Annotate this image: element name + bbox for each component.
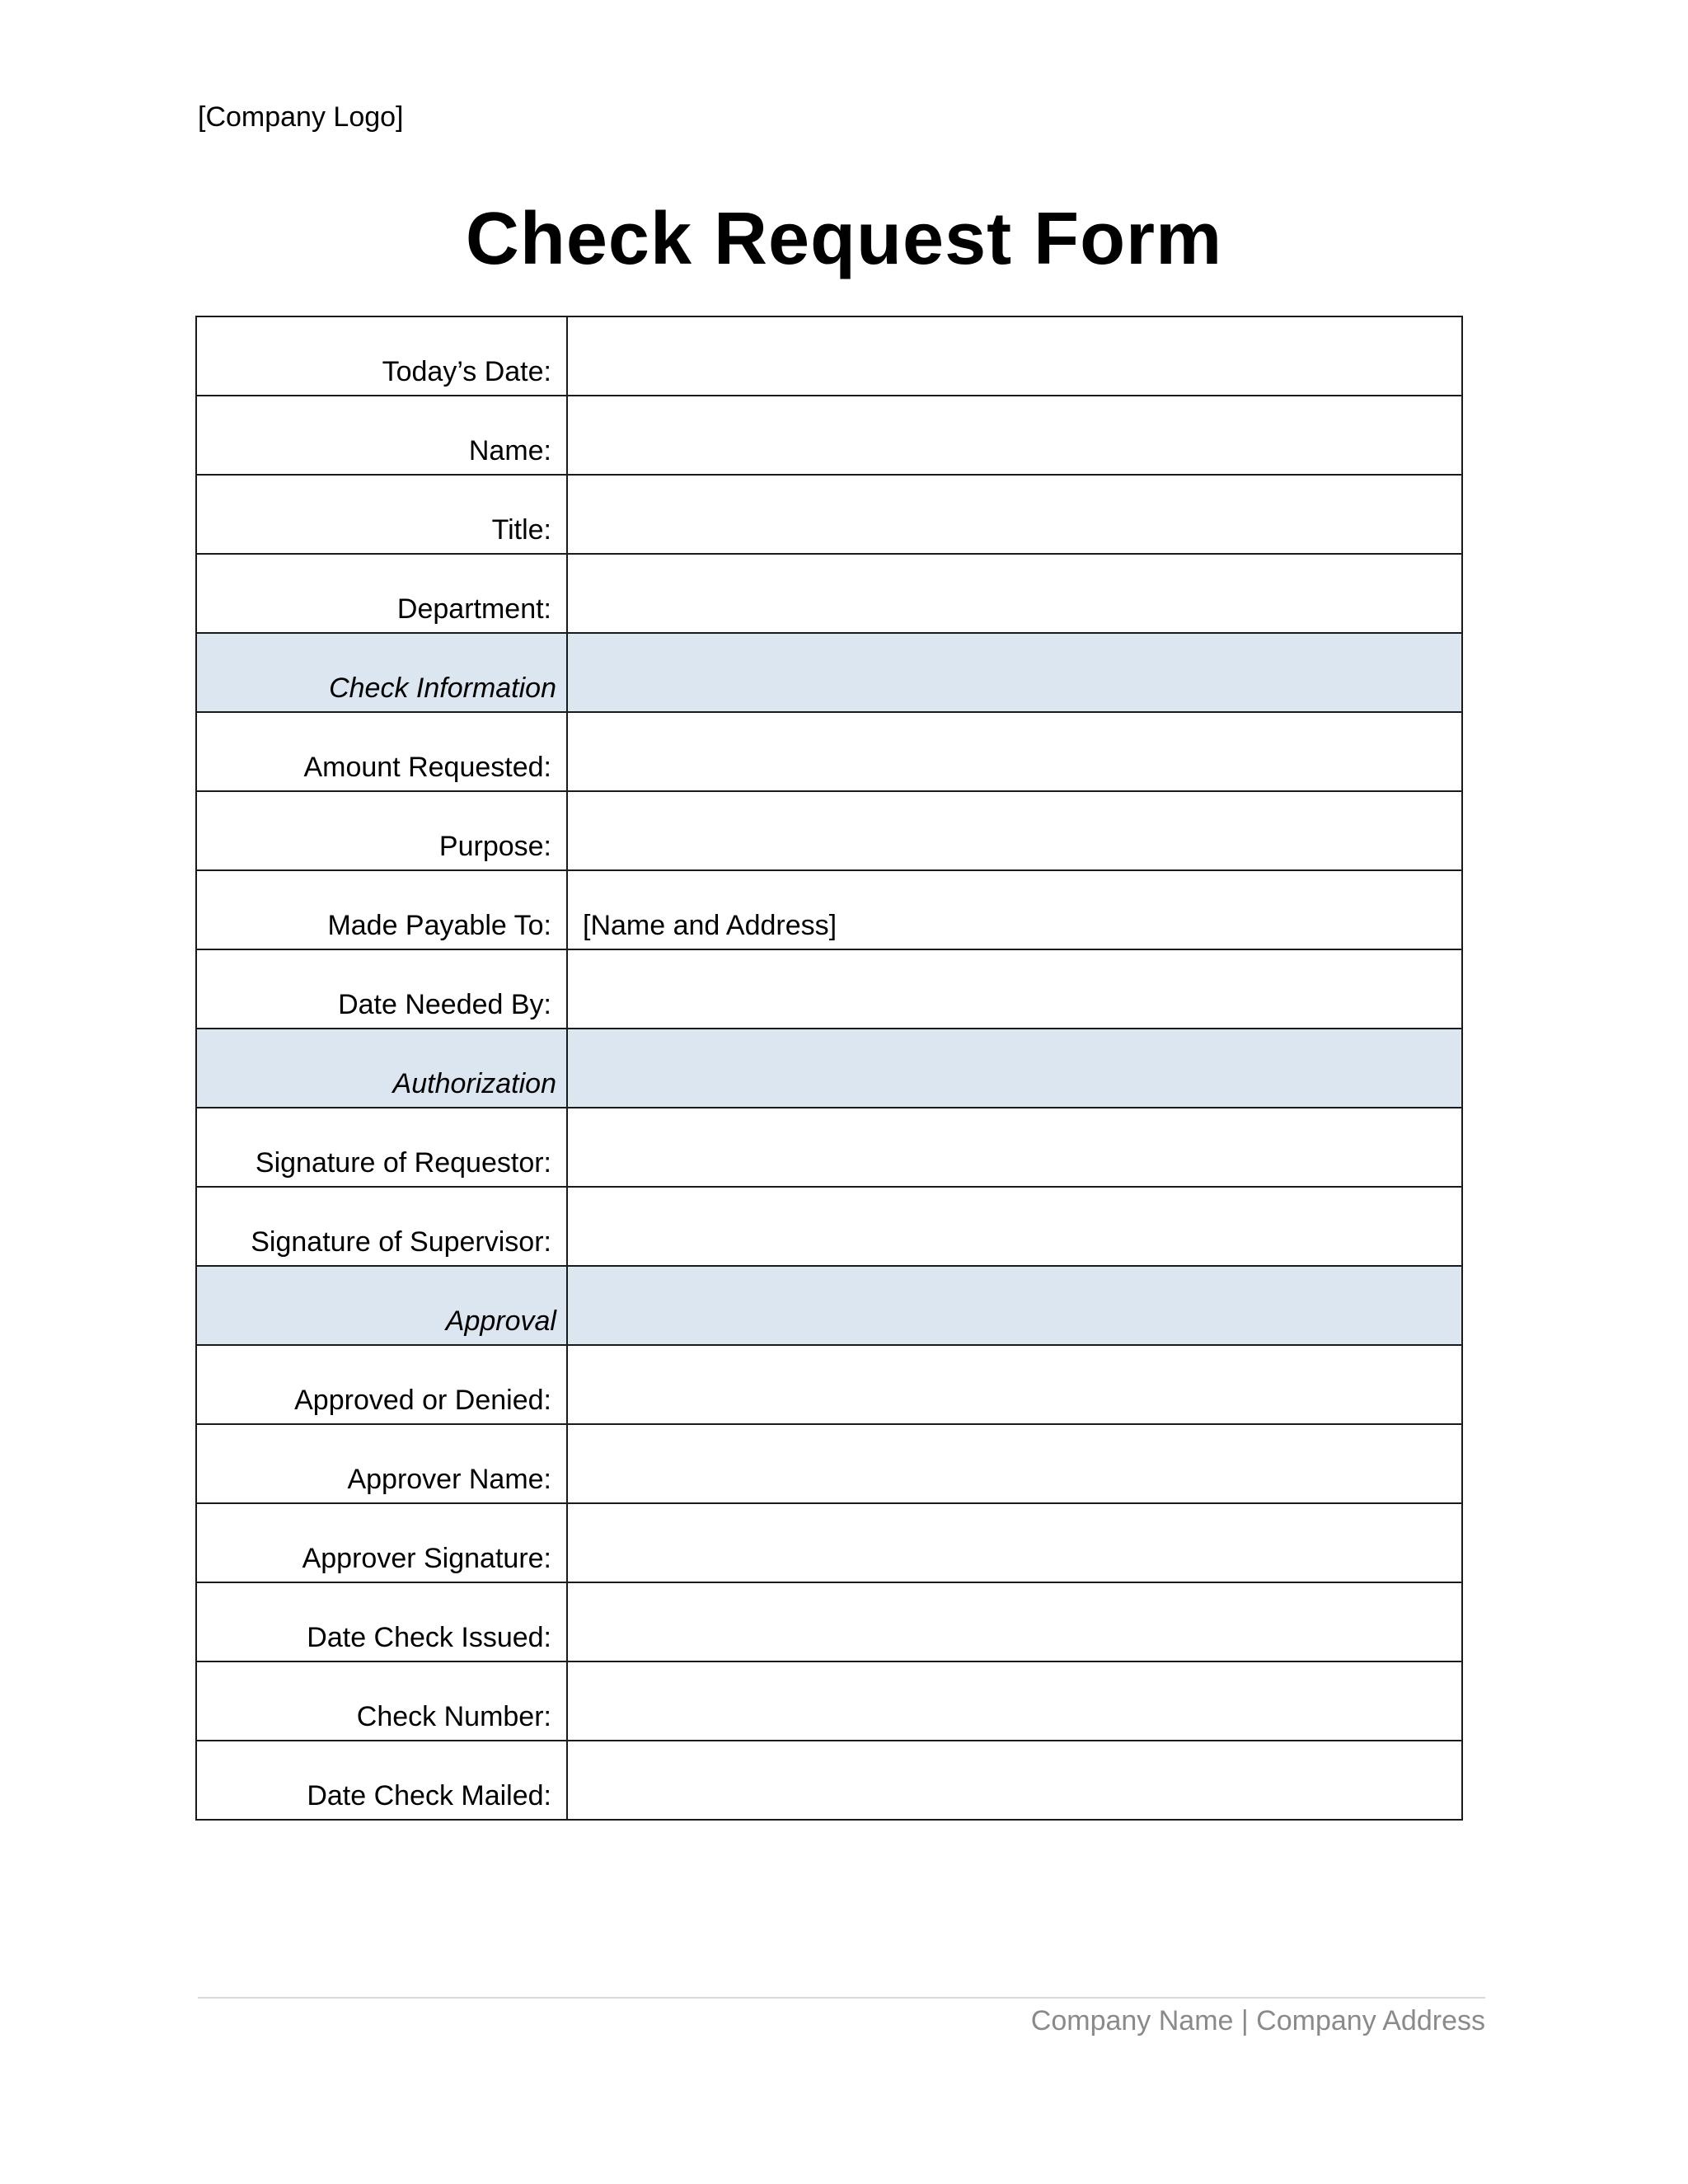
title-field[interactable] [567,475,1462,554]
signature-of-requestor-field[interactable] [567,1108,1462,1187]
form-row-made-payable-to [196,870,1462,949]
purpose-field[interactable] [567,791,1462,870]
form-row-title [196,475,1462,554]
footer-company-info: Company Name | Company Address [1030,2005,1485,2036]
company-logo-placeholder: [Company Logo] [198,101,404,133]
field-label: Title: [196,475,567,554]
field-label: Amount Requested: [196,712,567,791]
field-label: Date Check Issued: [196,1582,567,1661]
field-label: Signature of Supervisor: [196,1187,567,1266]
footer-divider [198,1997,1485,1999]
form-row-signature-of-supervisor [196,1187,1462,1266]
section-check-information [196,633,1462,712]
approver-name-field[interactable] [567,1424,1462,1503]
date-check-issued-field[interactable] [567,1582,1462,1661]
form-row-amount-requested [196,712,1462,791]
form-row-date-check-issued [196,1582,1462,1661]
section-heading: Authorization [196,1029,567,1108]
check-request-table [195,316,1463,1821]
field-label: Date Needed By: [196,949,567,1029]
todays-date-field[interactable] [567,316,1462,396]
form-row-date-needed-by [196,949,1462,1029]
form-row-check-number [196,1661,1462,1741]
form-row-signature-of-requestor [196,1108,1462,1187]
form-row-purpose [196,791,1462,870]
section-fill [567,1266,1462,1345]
field-label: Department: [196,554,567,633]
field-label: Signature of Requestor: [196,1108,567,1187]
signature-of-supervisor-field[interactable] [567,1187,1462,1266]
page-title: Check Request Form [465,198,1223,280]
section-fill [567,633,1462,712]
field-label: Date Check Mailed: [196,1741,567,1820]
section-heading: Approval [196,1266,567,1345]
section-authorization [196,1029,1462,1108]
field-label: Today’s Date: [196,316,567,396]
field-label: Name: [196,396,567,475]
made-payable-to-field[interactable]: [Name and Address] [567,870,1462,949]
section-approval [196,1266,1462,1345]
amount-requested-field[interactable] [567,712,1462,791]
field-label: Check Number: [196,1661,567,1741]
field-label: Made Payable To: [196,870,567,949]
approved-or-denied-field[interactable] [567,1345,1462,1424]
field-label: Approver Name: [196,1424,567,1503]
form-row-approver-name [196,1424,1462,1503]
field-label: Purpose: [196,791,567,870]
check-number-field[interactable] [567,1661,1462,1741]
approver-signature-field[interactable] [567,1503,1462,1582]
form-row-approved-or-denied [196,1345,1462,1424]
form-row-name [196,396,1462,475]
name-field[interactable] [567,396,1462,475]
form-row-approver-signature [196,1503,1462,1582]
section-heading: Check Information [196,633,567,712]
date-check-mailed-field[interactable] [567,1741,1462,1820]
field-label: Approver Signature: [196,1503,567,1582]
form-row-date-check-mailed [196,1741,1462,1820]
form-row-department [196,554,1462,633]
date-needed-by-field[interactable] [567,949,1462,1029]
form-row-todays-date [196,316,1462,396]
section-fill [567,1029,1462,1108]
department-field[interactable] [567,554,1462,633]
field-label: Approved or Denied: [196,1345,567,1424]
